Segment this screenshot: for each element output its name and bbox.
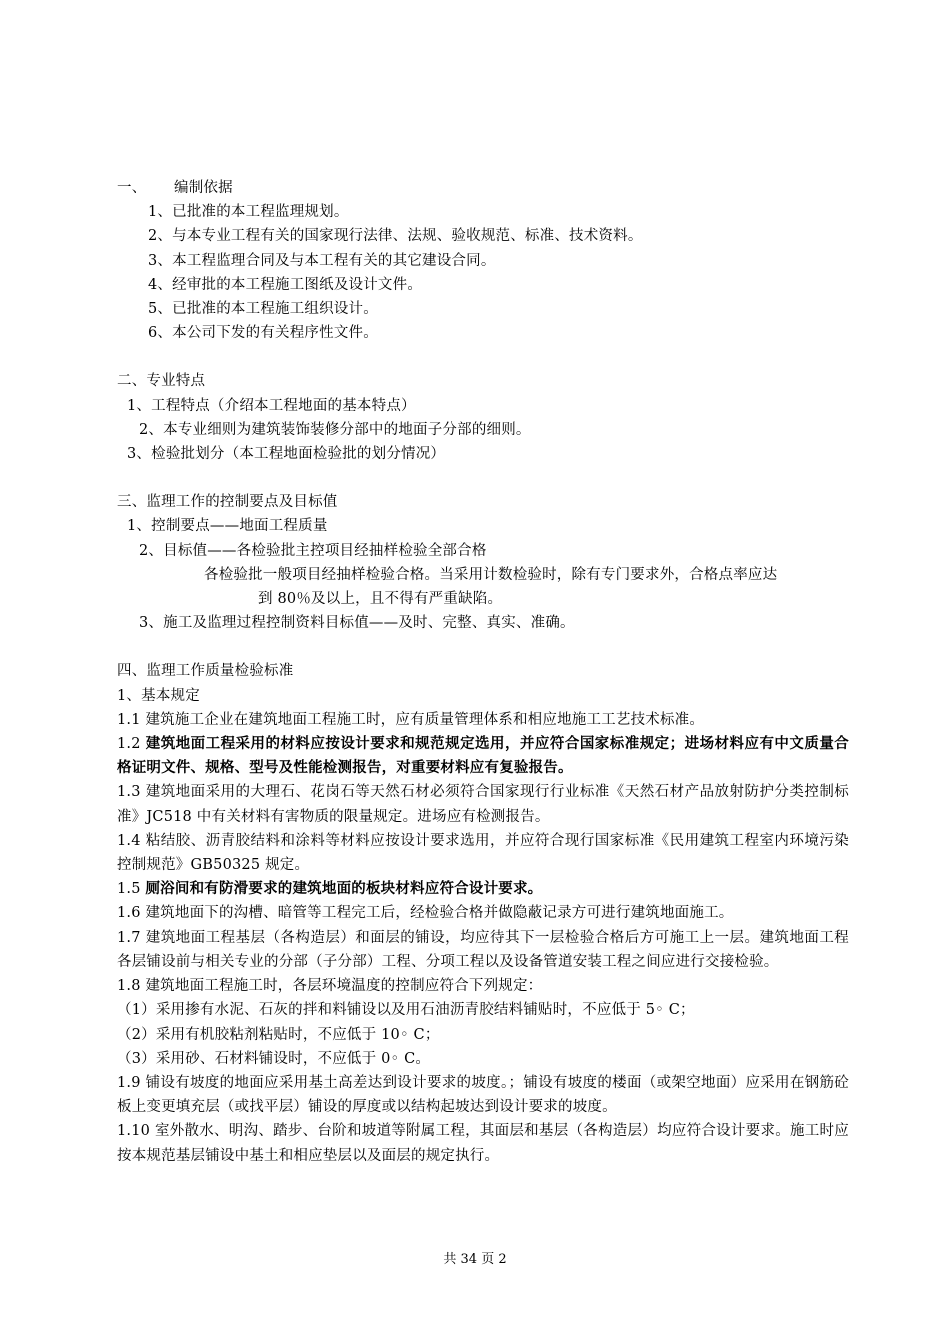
- section-3-item-3: 3、施工及监理过程控制资料目标值——及时、完整、真实、准确。: [139, 615, 575, 632]
- section-3-item-2-continuation-end: 到 80％及以上，且不得有严重缺陷。: [258, 591, 503, 608]
- clause-1-5: [117, 877, 849, 901]
- clause-1-10: 1.10 室外散水、明沟、踏步、台阶和坡道等附属工程，其面层和基层（各构造层）均应符合设计要求。施工时应按本规范基层铺设中基土和相应垫层以及面层的规定执行。: [117, 1123, 849, 1164]
- clause-1-6: 1.6 建筑地面下的沟槽、暗管等工程完工后，经检验合格并做隐蔽记录方可进行建筑地面施工。: [117, 905, 734, 922]
- section-1-item-1: 1、已批准的本工程监理规划。: [148, 204, 349, 221]
- section-3-item-2: 2、目标值——各检验批主控项目经抽样检验全部合格: [139, 542, 487, 559]
- clause-1-5-text: 厕浴间和有防滑要求的建筑地面的板块材料应符合设计要求。: [145, 880, 543, 898]
- section-2-item-2: 2、本专业细则为建筑装饰装修分部中的地面子分部的细则。: [139, 421, 531, 438]
- clause-1-2: [117, 732, 849, 780]
- section-2-heading: 二、专业特点: [117, 373, 206, 390]
- section-1-item-6: 6、本公司下发的有关程序性文件。: [148, 325, 378, 342]
- section-1-item-5: 5、已批准的本工程施工组织设计。: [148, 301, 378, 318]
- section-1-title: 编制依据: [174, 180, 233, 196]
- section-1-item-3: 3、本工程监理合同及与本工程有关的其它建设合同。: [148, 252, 496, 269]
- document-body: [117, 176, 849, 1168]
- section-1-heading: [117, 176, 849, 200]
- clause-1-3: 1.3 建筑地面采用的大理石、花岗石等天然石材必须符合国家现行行业标准《天然石材产品放射防护分类控制标准》JC518 中有关材料有害物质的限量规定。进场应有检测报告。: [117, 784, 849, 825]
- page-footer: 共 34 页 2: [443, 1252, 507, 1267]
- clause-1-7: 1.7 建筑地面工程基层（各构造层）和面层的铺设，均应待其下一层检验合格后方可施工上一层。建筑地面工程各层铺设前与相关专业的分部（子分部）工程、分项工程以及设备管道安装工程之间应进行交接检验。: [117, 929, 849, 970]
- clause-1-1: 1.1 建筑施工企业在建筑地面工程施工时，应有质量管理体系和相应地施工工艺技术标准。: [117, 711, 705, 728]
- clause-1-2-number: 1.2: [117, 736, 146, 753]
- clause-1-4: 1.4 粘结胶、沥青胶结料和涂料等材料应按设计要求选用，并应符合现行国家标准《民用建筑工程室内环境污染控制规范》GB50325 规定。: [117, 832, 849, 874]
- section-2-item-3: 3、检验批划分（本工程地面检验批的划分情况）: [127, 446, 446, 463]
- clause-1-8: 1.8 建筑地面工程施工时，各层环境温度的控制应符合下列规定：: [117, 978, 543, 995]
- clause-1-9: 1.9 铺设有坡度的地面应采用基土高差达到设计要求的坡度。；铺设有坡度的楼面（或架空地面）应采用在钢筋砼板上变更填充层（或找平层）铺设的厚度或以结构起坡达到设计要求的坡度。: [117, 1074, 849, 1116]
- section-3-heading: 三、监理工作的控制要点及目标值: [117, 494, 338, 511]
- section-1-number: 一、: [117, 180, 147, 196]
- clause-1-2-text: 建筑地面工程采用的材料应按设计要求和规范规定选用，并应符合国家标准规定；进场材料应有中文质量合格证明文件、规格、型号及性能检测报告，对重要材料应有复验报告。: [117, 735, 849, 777]
- section-4-heading: 四、监理工作质量检验标准: [117, 663, 294, 680]
- section-2-item-1: 1、工程特点（介绍本工程地面的基本特点）: [127, 397, 416, 414]
- section-1-item-4: 4、经审批的本工程施工图纸及设计文件。: [148, 276, 423, 293]
- section-1-item-2: 2、与本专业工程有关的国家现行法律、法规、验收规范、标准、技术资料。: [148, 228, 643, 245]
- spacer: [117, 466, 849, 490]
- spacer: [117, 635, 849, 659]
- section-3-item-1: 1、控制要点——地面工程质量: [127, 518, 328, 535]
- spacer: [117, 345, 849, 369]
- clause-1-5-number: 1.5: [117, 881, 146, 898]
- section-4-subheading: 1、基本规定: [117, 687, 200, 704]
- clause-1-8-item-3: （3）采用砂、石材料铺设时，不应低于 0◦ C。: [117, 1050, 431, 1067]
- clause-1-8-item-1: （1）采用掺有水泥、石灰的拌和料铺设以及用石油沥青胶结料铺贴时，不应低于 5◦ C；: [117, 1002, 695, 1019]
- section-3-item-2-continuation: 各检验批一般项目经抽样检验合格。当采用计数检验时，除有专门要求外，合格点率应达: [204, 566, 778, 583]
- clause-1-8-item-2: （2）采用有机胶粘剂粘贴时，不应低于 10◦ C；: [117, 1026, 440, 1043]
